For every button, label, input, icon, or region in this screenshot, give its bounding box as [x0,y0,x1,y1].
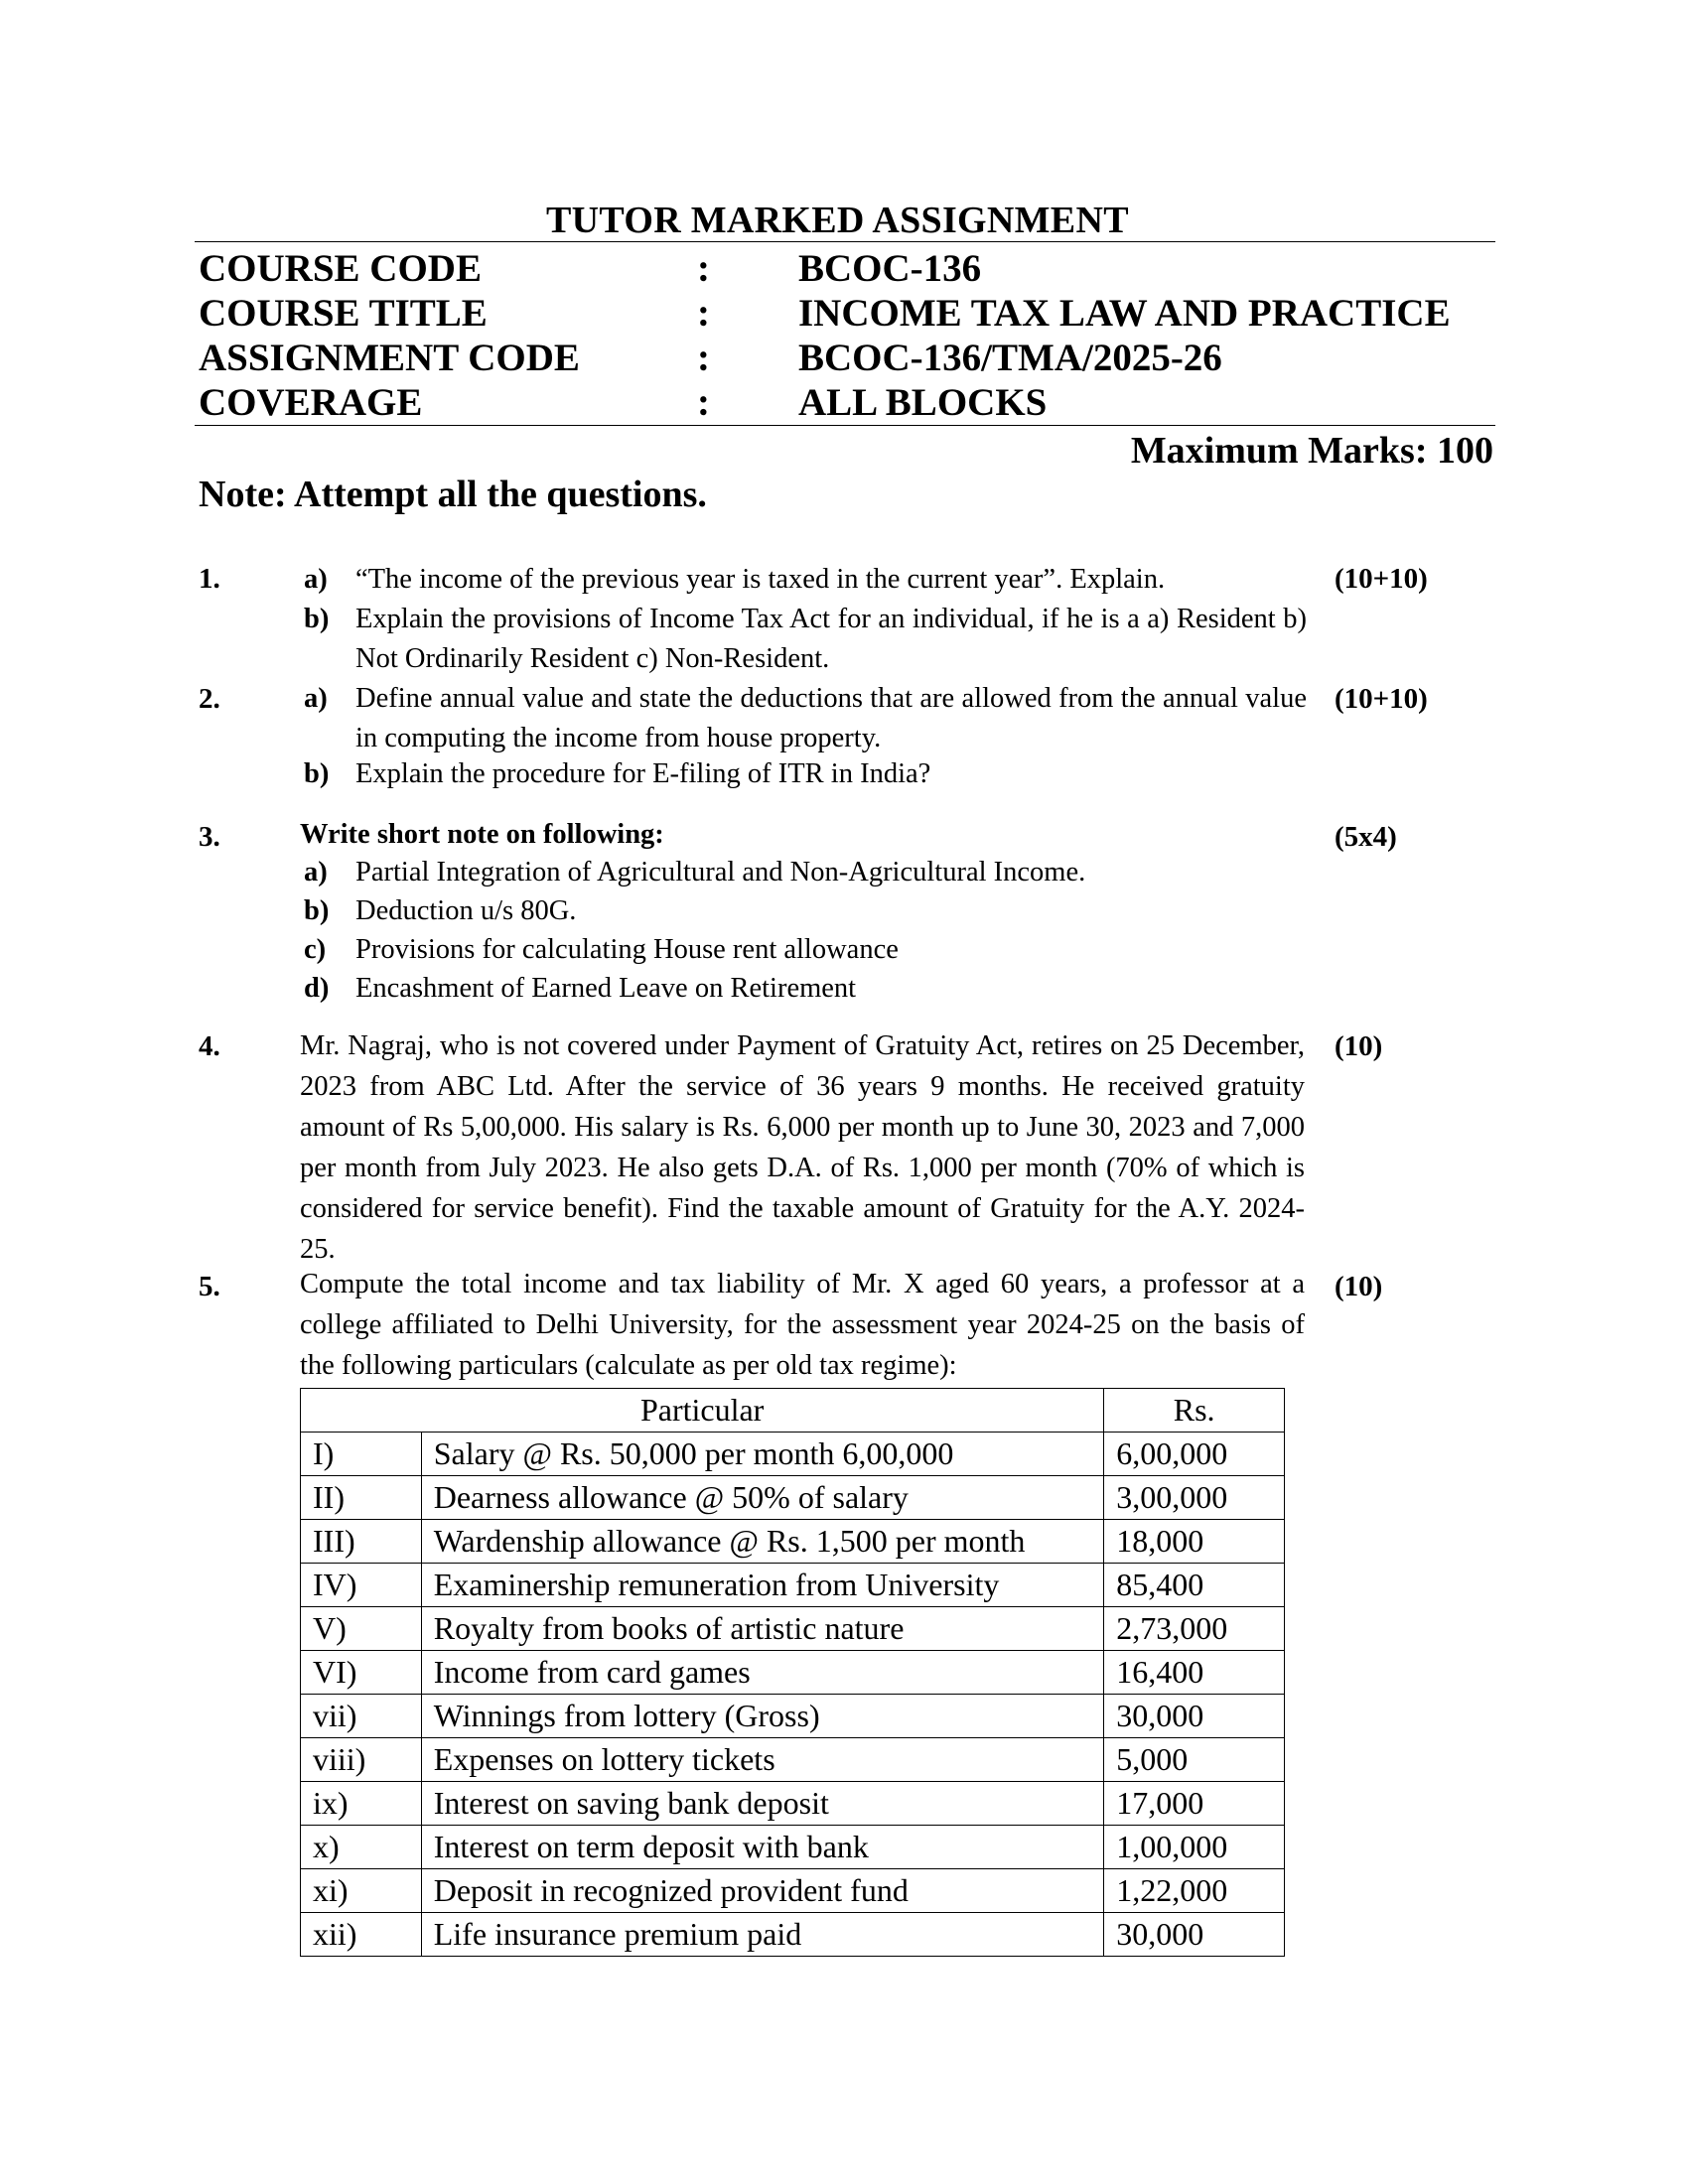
particular-cell: Wardenship allowance @ Rs. 1,500 per month [421,1520,1104,1564]
row-number-cell: x) [301,1826,422,1869]
particular-cell: Expenses on lottery tickets [421,1738,1104,1782]
particular-cell: Royalty from books of artistic nature [421,1607,1104,1651]
part-label: b) [304,758,330,789]
table-row [301,1520,1285,1564]
row-number-cell: xi) [301,1869,422,1913]
header-bottom-rule [195,425,1495,426]
row-number-cell: ix) [301,1782,422,1826]
part-label: b) [304,604,330,634]
particulars-table [300,1388,1285,1957]
row-number-cell: xii) [301,1913,422,1957]
question-part [304,754,1307,794]
maximum-marks: Maximum Marks: 100 [1130,430,1493,472]
table-row [301,1695,1285,1738]
amount-cell: 5,000 [1104,1738,1285,1782]
question-number: 4. [199,1030,220,1062]
amount-cell: 16,400 [1104,1651,1285,1695]
table-header-row [301,1389,1285,1433]
part-text: Explain the procedure for E-filing of ITR in India? [355,758,931,789]
row-number-cell: viii) [301,1738,422,1782]
question-marks: (5x4) [1335,821,1397,853]
part-text: Encashment of Earned Leave on Retirement [355,973,857,1004]
table-row [301,1651,1285,1695]
row-number-cell: III) [301,1520,422,1564]
question-marks: (10+10) [1335,563,1428,595]
meta-value: BCOC-136/TMA/2025-26 [798,337,1222,379]
part-text: Deduction u/s 80G. [355,895,577,926]
row-number-cell: V) [301,1607,422,1651]
question-text: Mr. Nagraj, who is not covered under Payment of Gratuity Act, retires on 25 December, 2023 from ABC Ltd. After the service of 36 years 9 months. He received gratuity amount of Rs 5,00,000. His salary is Rs. 6,000 per month up to June 30, 2023 and 7,000 per month from July 2023. He also gets D.A. of Rs. 1,000 per month (70% of which is considered for service benefit). Find the taxable amount of Gratuity for the A.Y. 2024-25. [300,1030,1305,1265]
particular-cell: Winnings from lottery (Gross) [421,1695,1104,1738]
row-number-cell: vii) [301,1695,422,1738]
table-row [301,1826,1285,1869]
question-number: 3. [199,821,220,853]
table-row [301,1607,1285,1651]
amount-cell: 17,000 [1104,1782,1285,1826]
part-text: Explain the provisions of Income Tax Act for an individual, if he is a a) Resident b) Not Ordinarily Resident c) Non-Resident. [355,604,1307,674]
row-number-cell: VI) [301,1651,422,1695]
question-part [304,969,1307,1009]
meta-separator: : [697,292,710,335]
question-part [304,679,1307,758]
part-text: Define annual value and state the deductions that are allowed from the annual value in computing the income from house property. [355,683,1307,753]
particular-cell: Dearness allowance @ 50% of salary [421,1476,1104,1520]
meta-value: ALL BLOCKS [798,381,1048,424]
part-label: d) [304,973,330,1004]
question-marks: (10) [1335,1030,1383,1062]
part-text: “The income of the previous year is taxed in the current year”. Explain. [355,564,1166,595]
question-heading: Write short note on following: [300,819,664,850]
particular-cell: Interest on term deposit with bank [421,1826,1104,1869]
meta-key: COURSE TITLE [199,292,488,335]
question-part [304,600,1307,679]
question-marks: (10+10) [1335,683,1428,715]
question-number: 2. [199,683,220,715]
table-row [301,1869,1285,1913]
document-title: TUTOR MARKED ASSIGNMENT [546,200,1129,241]
amount-cell: 1,00,000 [1104,1826,1285,1869]
particular-cell: Salary @ Rs. 50,000 per month 6,00,000 [421,1433,1104,1476]
meta-separator: : [697,337,710,379]
meta-separator: : [697,247,710,290]
part-label: c) [304,934,327,965]
amount-cell: 2,73,000 [1104,1607,1285,1651]
part-label: a) [304,857,328,887]
amount-cell: 18,000 [1104,1520,1285,1564]
amount-cell: 30,000 [1104,1695,1285,1738]
row-number-cell: II) [301,1476,422,1520]
header-top-rule [195,241,1495,242]
particular-header: Particular [301,1389,1104,1433]
part-label: a) [304,683,328,714]
question-number: 1. [199,563,220,595]
row-number-cell: I) [301,1433,422,1476]
amount-cell: 6,00,000 [1104,1433,1285,1476]
table-row [301,1433,1285,1476]
meta-key: COURSE CODE [199,247,482,290]
particular-cell: Income from card games [421,1651,1104,1695]
meta-key: COVERAGE [199,381,423,424]
table-body [301,1433,1285,1957]
part-text: Partial Integration of Agricultural and Non-Agricultural Income. [355,857,1086,887]
instruction-note: Note: Attempt all the questions. [199,474,707,515]
particular-cell: Life insurance premium paid [421,1913,1104,1957]
part-label: b) [304,895,330,926]
question-marks: (10) [1335,1271,1383,1302]
question-text: Compute the total income and tax liability of Mr. X aged 60 years, a professor at a college affiliated to Delhi University, for the assessment year 2024-25 on the basis of the following particulars (calculate as per old tax regime): [300,1269,1305,1381]
meta-separator: : [697,381,710,424]
part-text: Provisions for calculating House rent allowance [355,934,899,965]
table-row [301,1564,1285,1607]
part-label: a) [304,564,328,595]
question-part [304,930,1307,970]
meta-value: BCOC-136 [798,247,982,290]
question-number: 5. [199,1271,220,1302]
amount-cell: 1,22,000 [1104,1869,1285,1913]
row-number-cell: IV) [301,1564,422,1607]
particular-cell: Interest on saving bank deposit [421,1782,1104,1826]
particular-cell: Deposit in recognized provident fund [421,1869,1104,1913]
amount-cell: 30,000 [1104,1913,1285,1957]
table-row [301,1476,1285,1520]
amount-cell: 3,00,000 [1104,1476,1285,1520]
table-row [301,1738,1285,1782]
table-row [301,1913,1285,1957]
amount-header: Rs. [1104,1389,1285,1433]
meta-value: INCOME TAX LAW AND PRACTICE [798,292,1451,335]
amount-cell: 85,400 [1104,1564,1285,1607]
question-part [304,853,1307,892]
question-part [304,891,1307,931]
particular-cell: Examinership remuneration from University [421,1564,1104,1607]
meta-key: ASSIGNMENT CODE [199,337,580,379]
table-row [301,1782,1285,1826]
question-part [304,560,1307,600]
